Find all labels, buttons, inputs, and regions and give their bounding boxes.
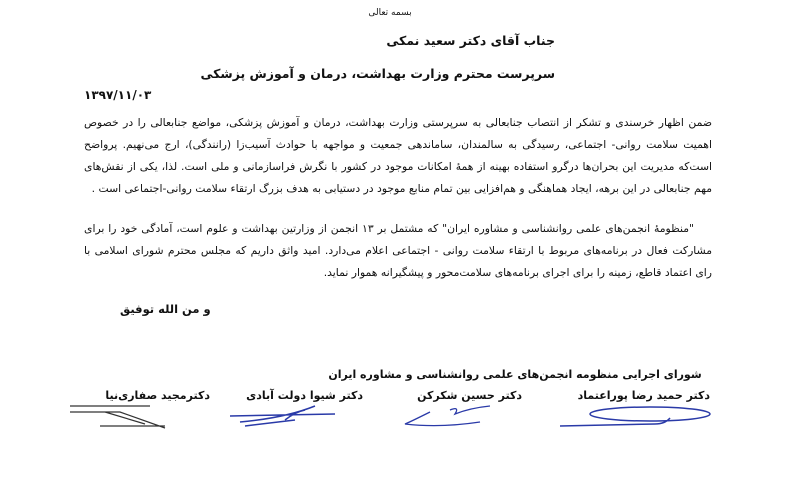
closing-phrase: و من الله توفیق	[120, 302, 211, 316]
body-paragraph-1: ضمن اظهار خرسندی و تشکر از انتصاب جنابعالی به سرپرستی وزارت بهداشت، درمان و آموزش پزشکی، مواضع جنابعالی را در خصوص اهمیت سلامت روانی- اجتماعی، رسیدگی به سالمندان، ساماندهی جمعیت و مواجهه با حوادث آسیب‌زا (رانندگی)، ارج می‌نهیم. پرواضح است‌که مدیریت این بحران‌ها درگرو استفاده بهینه از همهٔ امکانات موجود در کشور با نگرش فراسازمانی و ملی است. لذا، یکی از نقش‌های مهم جنابعالی در این برهه، ایجاد هماهنگی و هم‌افزایی بین تمام منابع موجود در دستیابی به هدف بزرگ ارتقاء سلامت روانی-اجتماعی است .	[84, 116, 712, 195]
council-title: شورای اجرایی منظومه انجمن‌های علمی روانشناسی و مشاوره ایران	[328, 368, 702, 381]
body-paragraph-2: "منظومهٔ انجمن‌های علمی روانشناسی و مشاوره ایران" که مشتمل بر ۱۳ انجمن از وزارتین بهداشت و علوم است، آمادگی خود را برای مشارکت فعال در برنامه‌های مربوط با ارتقاء سلامت روانی - اجتماعی اعلام می‌دارد. امید واثق داریم که مجلس محترم شورای اسلامی با رای اعتماد قاطع، زمینه را برای اجرای برنامه‌های سلامت‌محور و پیشگیرانه هموار نماید.	[84, 222, 712, 279]
signature-image	[555, 402, 715, 432]
signature-image	[65, 402, 175, 432]
signature-image	[400, 402, 520, 432]
addressee-title: سرپرست محترم وزارت بهداشت، درمان و آموزش پزشکی	[200, 66, 555, 81]
letter-date: ۱۳۹۷/۱۱/۰۳	[84, 88, 152, 102]
signatory-name: دکتر شیوا دولت آبادی	[246, 389, 363, 402]
signatory-name: دکتر حسین شکرکن	[417, 389, 522, 402]
signatory-name: دکتر حمید رضا پوراعتماد	[577, 389, 710, 402]
bismillah-heading: بسمه تعالی	[368, 8, 412, 18]
signature-image	[225, 402, 345, 432]
signatory-name: دکترمجید صفاری‌نیا	[105, 389, 210, 402]
addressee-name: جناب آقای دکتر سعید نمکی	[386, 33, 555, 48]
